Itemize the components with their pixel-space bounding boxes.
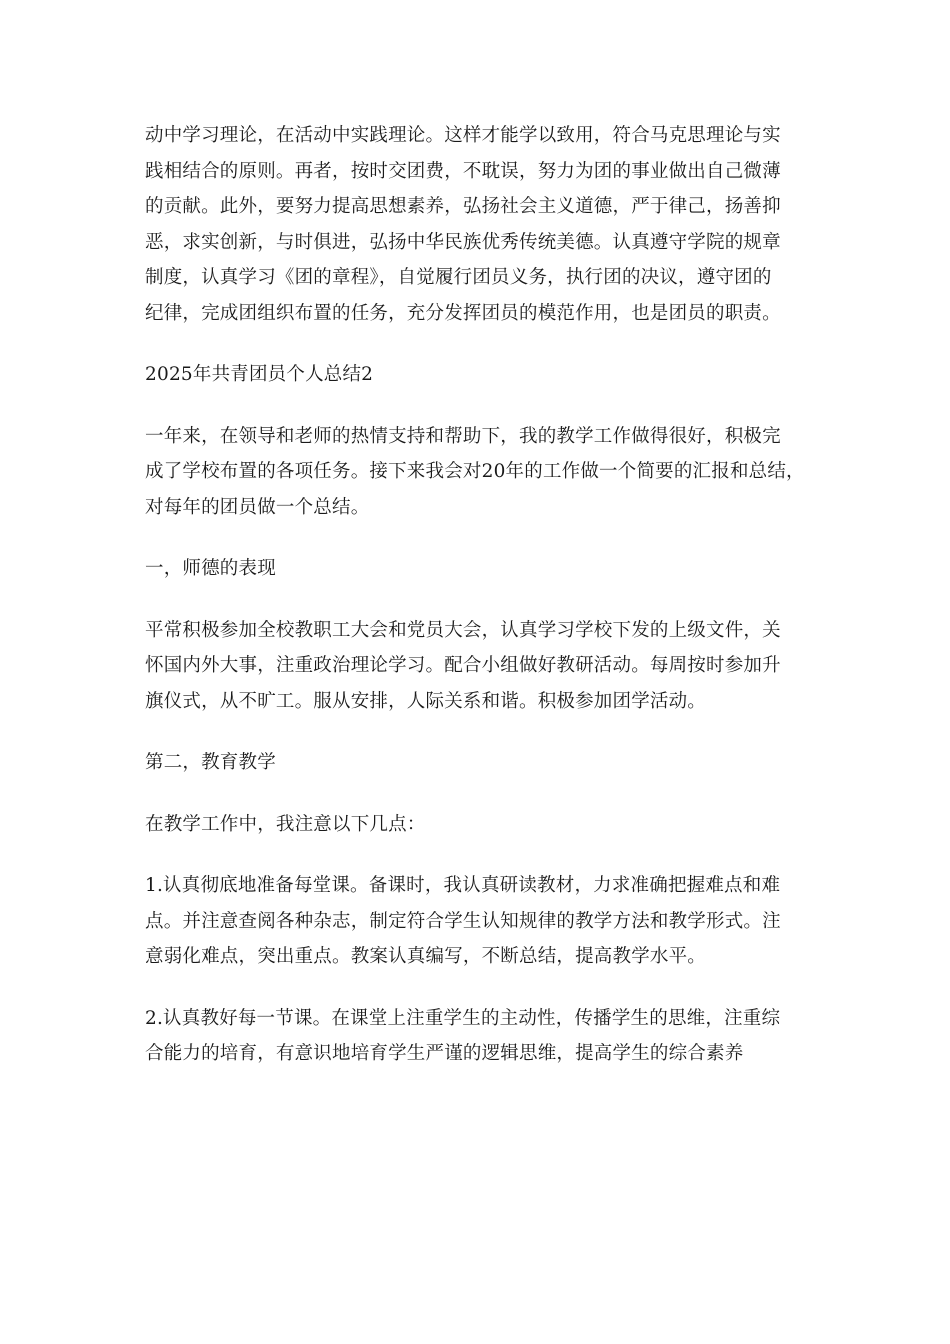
paragraph bbox=[145, 613, 825, 720]
text-line: 恶，求实创新，与时俱进，弘扬中华民族优秀传统美德。认真遵守学院的规章 bbox=[145, 231, 781, 253]
text-line: 意弱化难点，突出重点。教案认真编写，不断总结，提高教学水平。 bbox=[145, 946, 707, 967]
text-line: 1.认真彻底地准备每堂课。备课时，我认真研读教材，力求准确把握难点和难 bbox=[145, 875, 781, 896]
text-line: 旗仪式，从不旷工。服从安排，人际关系和谐。积极参加团学活动。 bbox=[145, 690, 707, 712]
paragraph bbox=[145, 118, 825, 331]
paragraph bbox=[145, 1001, 825, 1072]
text-line: 在教学工作中，我注意以下几点： bbox=[145, 813, 426, 835]
text-line: 一年来，在领导和老师的热情支持和帮助下，我的教学工作做得很好，积极完 bbox=[145, 425, 781, 447]
section-heading bbox=[145, 745, 825, 781]
text-line: 平常积极参加全校教职工大会和党员大会，认真学习学校下发的上级文件，关 bbox=[145, 619, 781, 641]
text-line: 2.认真教好每一节课。在课堂上注重学生的主动性，传播学生的思维，注重综 bbox=[145, 1007, 781, 1029]
text-line: 纪律，完成团组织布置的任务，充分发挥团员的模范作用，也是团员的职责。 bbox=[145, 302, 781, 324]
document-body bbox=[145, 118, 825, 1072]
text-line: 的贡献。此外，要努力提高思想素养，弘扬社会主义道德，严于律己，扬善抑 bbox=[145, 196, 781, 217]
section-heading bbox=[145, 551, 825, 587]
heading-line: 2025年共青团员个人总结2 bbox=[145, 364, 374, 385]
text-line: 怀国内外大事，注重政治理论学习。配合小组做好教研活动。每周按时参加升 bbox=[145, 655, 781, 676]
heading-line: 一，师德的表现 bbox=[145, 558, 276, 579]
text-line: 践相结合的原则。再者，按时交团费，不耽误，努力为团的事业做出自己微薄 bbox=[145, 160, 781, 182]
text-line: 合能力的培育，有意识地培育学生严谨的逻辑思维，提高学生的综合素养 bbox=[145, 1043, 744, 1064]
paragraph bbox=[145, 868, 825, 975]
text-line: 成了学校布置的各项任务。接下来我会对20年的工作做一个简要的汇报和总结， bbox=[145, 461, 805, 482]
text-line: 对每年的团员做一个总结。 bbox=[145, 496, 370, 518]
text-line: 制度，认真学习《团的章程》，自觉履行团员义务，执行团的决议，遵守团的 bbox=[145, 267, 772, 288]
text-line: 点。并注意查阅各种杂志，制定符合学生认知规律的教学方法和教学形式。注 bbox=[145, 910, 781, 932]
section-heading bbox=[145, 357, 825, 393]
text-line: 动中学习理论，在活动中实践理论。这样才能学以致用，符合马克思理论与实 bbox=[145, 125, 781, 146]
paragraph bbox=[145, 419, 825, 526]
heading-line: 第二，教育教学 bbox=[145, 752, 276, 773]
paragraph bbox=[145, 807, 825, 843]
